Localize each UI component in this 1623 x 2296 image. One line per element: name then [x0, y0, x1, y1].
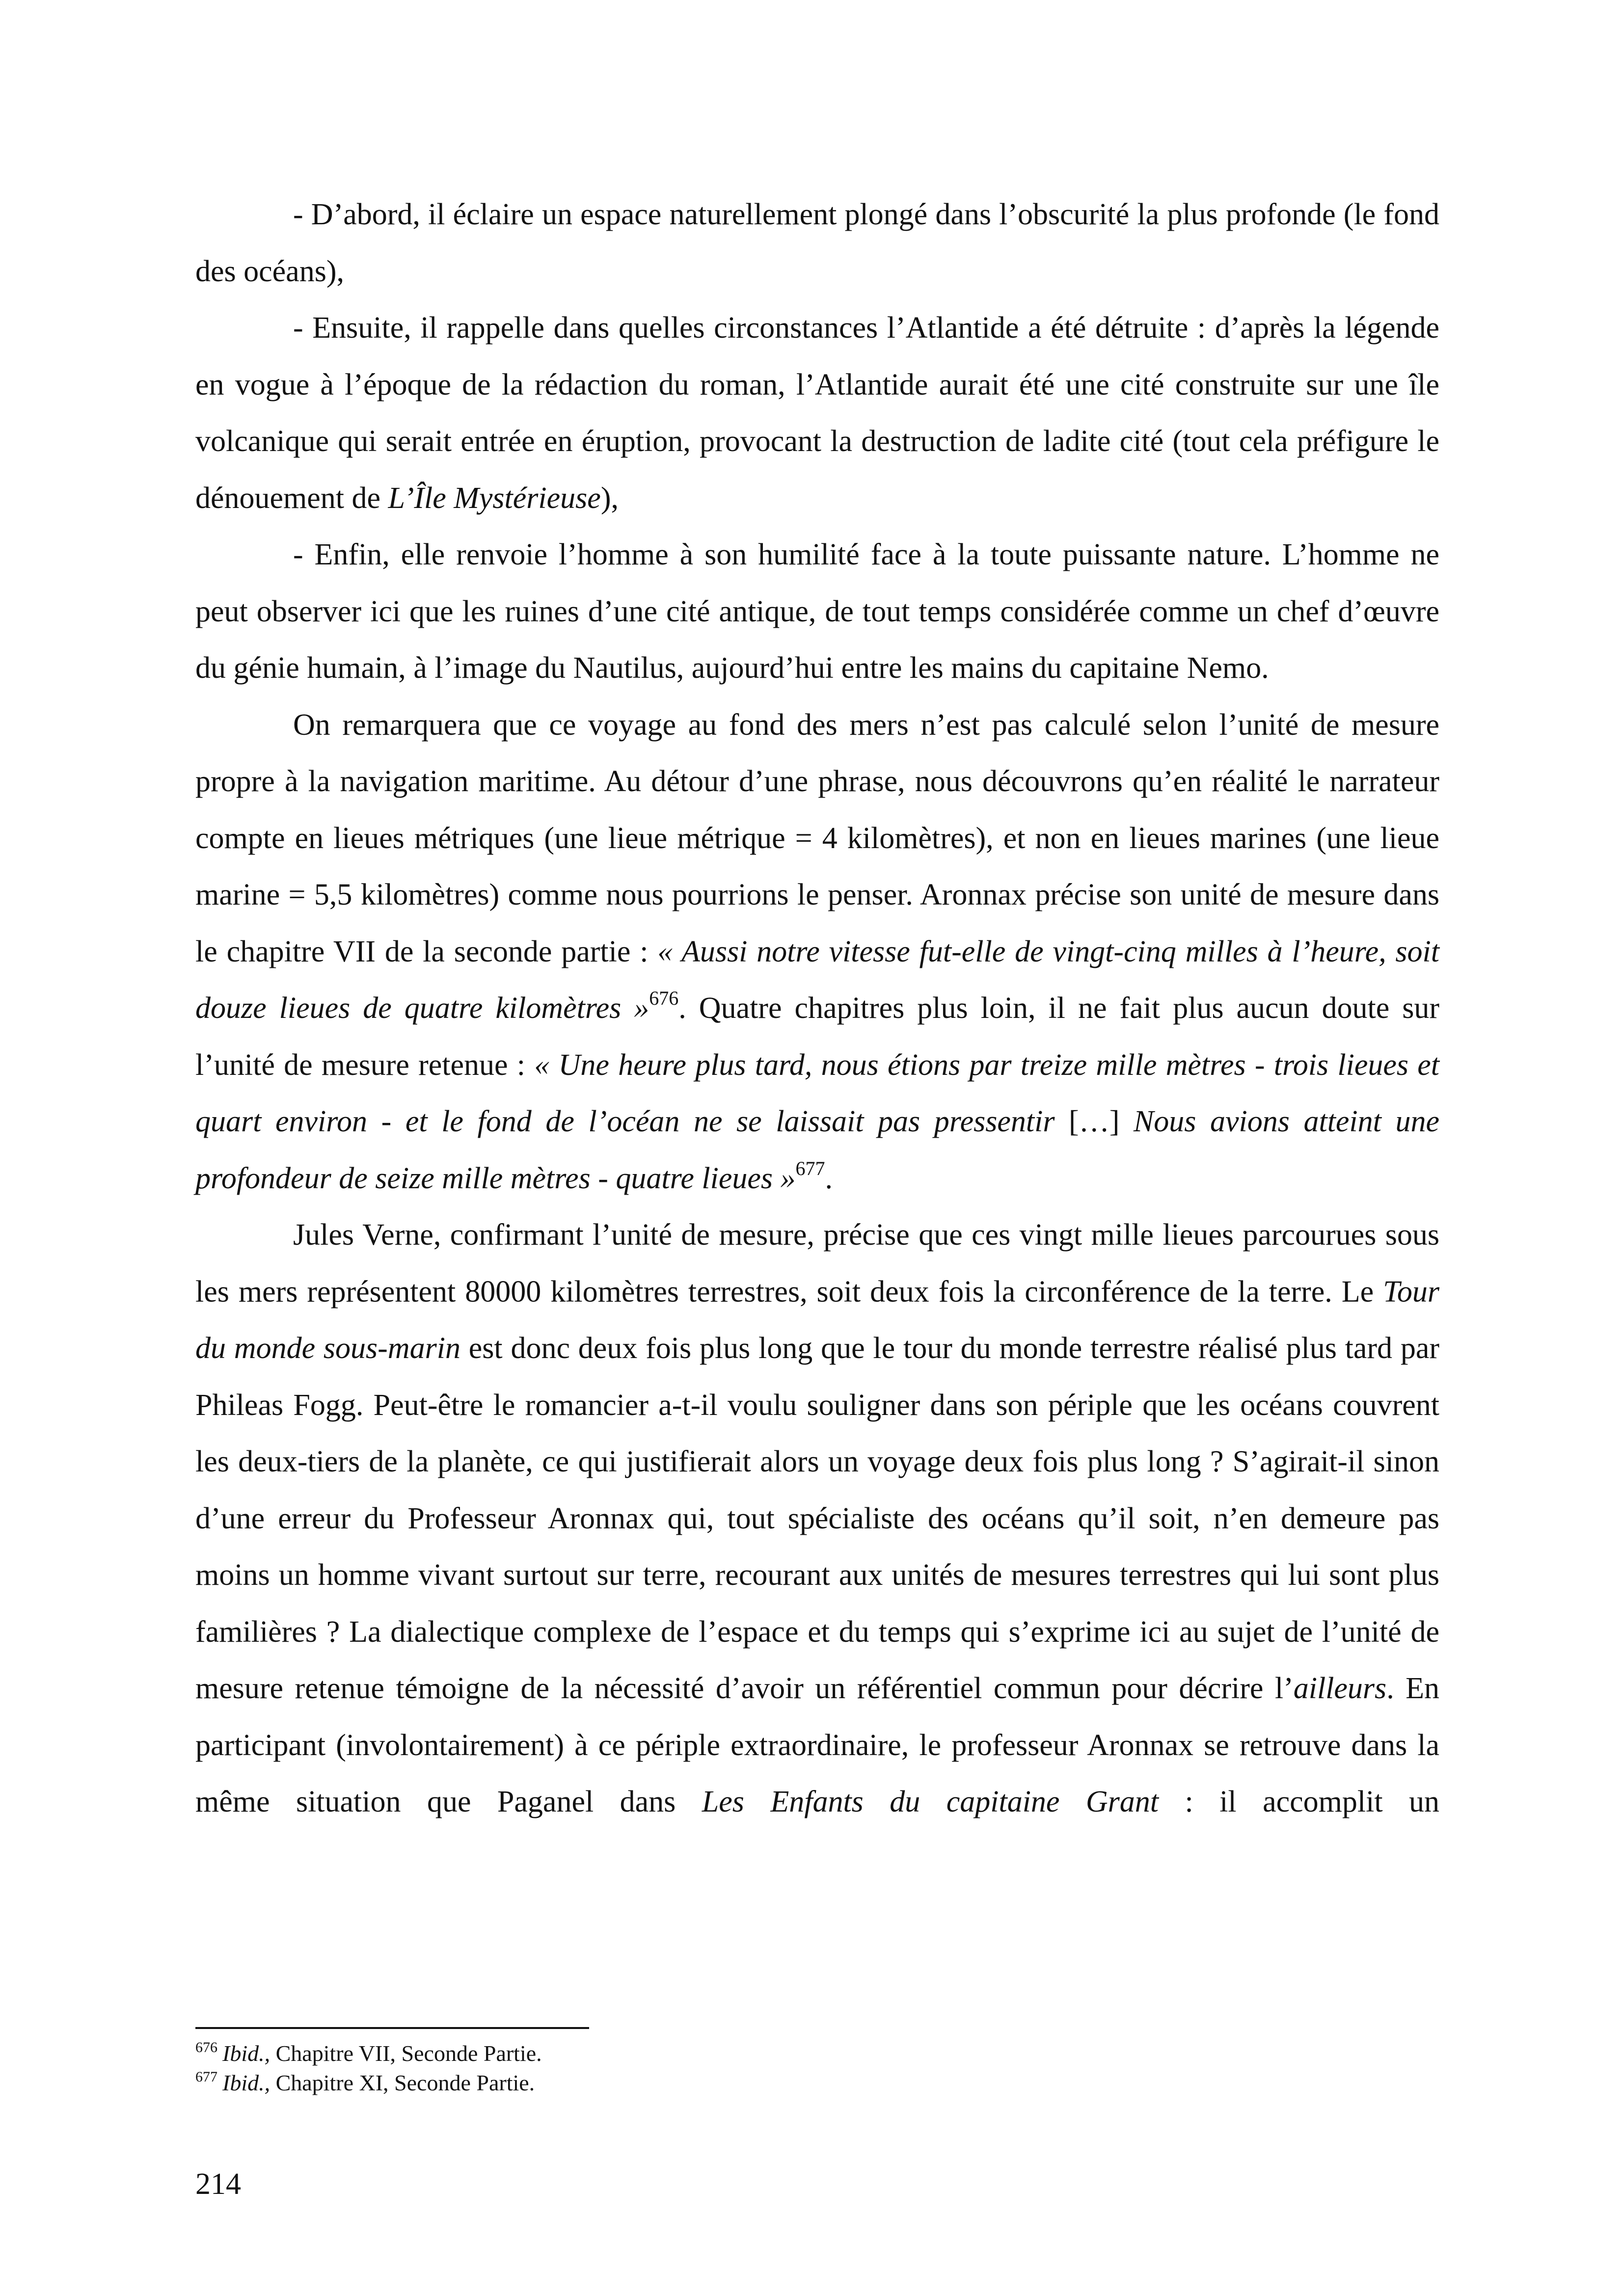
- body-text: [195, 187, 1439, 1831]
- footnote-text: Chapitre XI, Seconde Partie.: [270, 2070, 535, 2095]
- paragraph-text: .: [825, 1161, 833, 1195]
- paragraph-text: - Ensuite, il rappelle dans quelles circonstances l’Atlantide a été détruite : d’après la légende en vogue à l’époque de la rédaction du roman, l’Atlantide aurait été une cité construite sur une île volcanique qui serait entrée en éruption, provocant la destruction de ladite cité (tout cela préfigure le dénouement de: [195, 311, 1439, 515]
- footnote: [195, 2039, 1439, 2068]
- paragraph-text: On remarquera que ce voyage au fond des mers n’est pas calculé selon l’unité de mesure propre à la navigation maritime. Au détour d’une phrase, nous découvrons qu’en réalité le narrateur compte en lieues métriques (une lieue métrique = 4 kilomètres), et non en lieues marines (une lieue marine = 5,5 kilomètres) comme nous pourrions le penser. Aronnax précise son unité de mesure dans le chapitre VII de la seconde partie :: [195, 708, 1439, 968]
- footnote-reference: 676: [649, 987, 679, 1009]
- footnote-number: 676: [195, 2039, 217, 2056]
- footnote-reference: 677: [795, 1157, 825, 1179]
- paragraph-5: [195, 1207, 1439, 1831]
- paragraph-3: [195, 527, 1439, 697]
- book-title: Tour du monde sous-marin: [195, 1275, 1439, 1365]
- footnote-text: Chapitre VII, Seconde Partie.: [270, 2041, 542, 2066]
- quotation: « Une heure plus tard, nous étions par treize mille mètres - trois lieues et quart environ - et le fond de l’océan ne se laissait pas pressentir: [195, 1048, 1439, 1138]
- paragraph-2: [195, 300, 1439, 527]
- paragraph-text: est donc deux fois plus long que le tour du monde terrestre réalisé plus tard par Phileas Fogg. Peut-être le romancier a-t-il voulu souligner dans son périple que les océans couvrent les deux-tiers de la planète, ce qui justifierait alors un voyage deux fois plus long ? S’agirait-il sinon d’une erreur du Professeur Aronnax qui, tout spécialiste des océans qu’il soit, n’en demeure pas moins un homme vivant surtout sur terre, recourant aux unités de mesures terrestres qui lui sont plus familières ? La dialectique complexe de l’espace et du temps qui s’exprime ici au sujet de l’unité de mesure retenue témoigne de la nécessité d’avoir un référentiel commun pour décrire l’: [195, 1332, 1440, 1705]
- paragraph-1: [195, 187, 1439, 300]
- page-number: 214: [195, 2167, 241, 2201]
- paragraph-text: ),: [600, 481, 619, 515]
- ellipsis: […]: [1069, 1105, 1120, 1138]
- paragraph-text: . Quatre chapitres plus loin, il ne fait plus aucun doute sur l’unité de mesure retenue :: [195, 991, 1439, 1082]
- emphasis: ailleurs: [1293, 1672, 1387, 1705]
- footnotes: [195, 2039, 1439, 2098]
- paragraph-text: - D’abord, il éclaire un espace naturellement plongé dans l’obscurité la plus profonde (le fond des océans),: [195, 198, 1439, 288]
- paragraph-text: - Enfin, elle renvoie l’homme à son humilité face à la toute puissante nature. L’homme ne peut observer ici que les ruines d’une cité antique, de tout temps considérée comme un chef d’œuvre du génie humain, à l’image du Nautilus, aujourd’hui entre les mains du capitaine Nemo.: [195, 538, 1439, 685]
- paragraph-text: . En participant (involontairement) à ce périple extraordinaire, le professeur Aronnax se retrouve dans la même situation que Paganel dans: [195, 1672, 1439, 1818]
- footnote: [195, 2068, 1439, 2098]
- book-title: L’Île Mystérieuse: [388, 481, 601, 515]
- paragraph-text: : il accomplit un: [1159, 1785, 1440, 1818]
- footnote-ref: Ibid.,: [222, 2041, 270, 2066]
- book-title: Les Enfants du capitaine Grant: [702, 1785, 1159, 1818]
- quotation: « Aussi notre vitesse fut-elle de vingt-cinq milles à l’heure, soit douze lieues de quatre kilomètres »: [195, 934, 1439, 1025]
- footnote-ref: Ibid.,: [222, 2070, 270, 2095]
- footnote-number: 677: [195, 2069, 217, 2085]
- quotation: Nous avions atteint une profondeur de seize mille mètres - quatre lieues »: [195, 1105, 1439, 1195]
- paragraph-text: Jules Verne, confirmant l’unité de mesure, précise que ces vingt mille lieues parcourues sous les mers représentent 80000 kilomètres terrestres, soit deux fois la circonférence de la terre. Le: [195, 1218, 1439, 1308]
- paragraph-4: [195, 697, 1439, 1207]
- footnote-separator: [195, 2027, 589, 2029]
